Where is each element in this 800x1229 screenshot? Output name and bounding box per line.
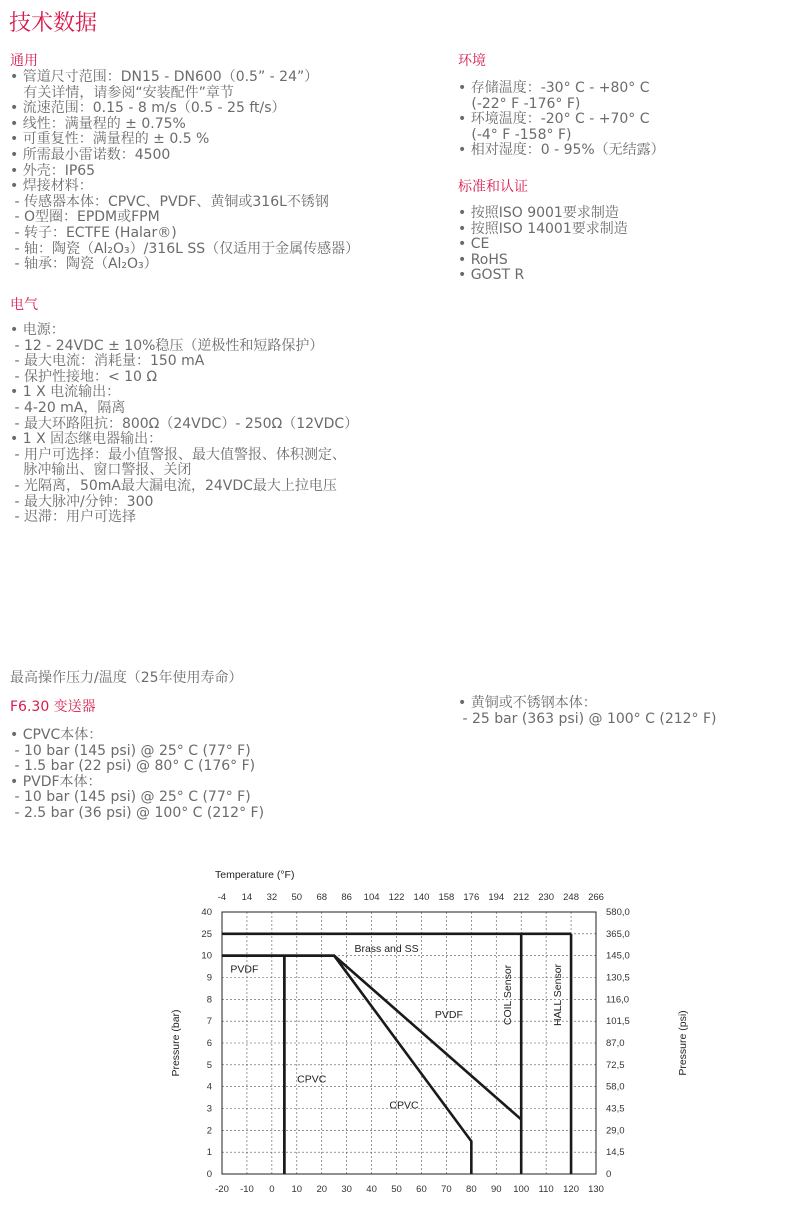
top-tick-label: 230 [538,892,555,903]
top-tick-label: 248 [563,892,579,903]
right-tick-label: 130,5 [606,972,630,984]
y-tick-label: 10 [201,950,212,962]
pressure-model: F6.30 变送器 [10,699,96,715]
hall-sensor-label: HALL Sensor [552,963,565,1026]
top-tick-label: 104 [363,892,380,903]
electrical-heading: 电气 [10,297,38,313]
environment-line: • 环境温度：-20° C - +70° C [458,111,650,128]
top-tick-label: 32 [266,892,278,903]
standards-heading: 标准和认证 [458,179,528,195]
coil-sensor-label: COIL Sensor [502,964,515,1026]
general-line: • 管道尺寸范围：DN15 - DN600（0.5” - 24”） [10,69,319,85]
top-tick-label: 158 [438,892,455,903]
electrical-line: - 用户可选择：最小值警报、最大值警报、体积测定、 [10,446,346,463]
electrical-list [10,323,358,526]
general-line: • 线性：满量程的 ± 0.75% [10,115,186,132]
x-tick-label: 100 [513,1184,530,1195]
y-tick-label: 40 [201,907,212,918]
top-tick-label: 140 [413,892,430,903]
pressure-right-list [458,696,717,727]
x-tick-label: 110 [538,1184,554,1195]
pvdf-line-label: PVDF [434,1008,463,1021]
x-tick-label: 130 [588,1184,604,1195]
right-tick-label: 58,0 [606,1081,625,1093]
y-tick-label: 4 [206,1081,212,1093]
top-tick-label: 122 [388,892,405,903]
top-tick-label: 14 [241,892,253,903]
general-line: 有关详情，请参阅“安装配件”章节 [10,84,234,101]
x-tick-label: 50 [391,1184,402,1195]
general-line: • 外壳：IP65 [10,162,96,179]
right-tick-label: 365,0 [606,928,630,940]
x-tick-label: 120 [563,1184,579,1195]
general-line: • 流速范围：0.15 - 8 m/s（0.5 - 25 ft/s） [10,100,286,117]
environment-list [458,81,665,159]
top-tick-label: 50 [291,892,303,903]
top-tick-label: 266 [588,892,604,903]
standards-list [458,206,628,284]
y-tick-label: 3 [206,1103,212,1115]
right-tick-label: 87,0 [606,1038,625,1049]
general-line: - 转子：ECTFE (Halar®) [10,224,177,241]
environment-line: • 相对湿度：0 - 95%（无结露） [458,142,665,159]
top-tick-label: 86 [341,892,352,903]
y-tick-label: 7 [206,1016,212,1028]
right-tick-label: 0 [606,1169,612,1180]
x-tick-label: 60 [416,1184,427,1195]
right-tick-label: 29,0 [606,1125,625,1137]
y-tick-label: 8 [206,994,212,1006]
top-tick-label: -4 [217,892,227,903]
environment-line: (-22° F -176° F) [458,95,581,112]
general-line: • 焊接材料： [10,178,93,195]
pressure-line: - 10 bar (145 psi) @ 25° C (77° F) [10,789,251,806]
top-tick-label: 194 [488,892,505,903]
general-line: • 可重复性：满量程的 ± 0.5 % [10,131,210,148]
x-tick-label: 0 [269,1184,275,1195]
x-tick-label: -20 [215,1184,229,1195]
y-tick-label: 0 [206,1169,212,1180]
pressure-temperature-chart [160,862,720,1202]
electrical-line: - 最大脉冲/分钟：300 [10,493,154,510]
pressure-line: - 10 bar (145 psi) @ 25° C (77° F) [10,742,251,759]
electrical-line: - 最大电流：消耗量：150 mA [10,353,205,370]
pressure-left-list [10,728,264,822]
x-tick-label: -10 [240,1184,254,1195]
standards-line: • GOST R [458,267,525,284]
general-list [10,70,359,273]
environment-heading: 环境 [458,53,486,69]
pressure-line: • CPVC本体： [10,727,103,743]
pressure-line: • 黄铜或不锈钢本体： [458,695,597,711]
pvdf-region-label: PVDF [230,963,259,976]
y-tick-label: 5 [206,1059,212,1071]
left-axis-title: Pressure (bar) [170,1009,182,1077]
general-line: - O型圈：EPDM或FPM [10,209,160,226]
cpvc-region-label: CPVC [297,1073,327,1086]
electrical-line: - 保护性接地：< 10 Ω [10,368,158,385]
top-tick-label: 212 [513,892,530,903]
right-tick-label: 145,0 [606,950,630,962]
environment-line: (-4° F -158° F) [458,126,572,143]
standards-line: • 按照ISO 14001要求制造 [458,220,628,237]
y-tick-label: 9 [206,972,212,984]
pressure-line: - 2.5 bar (36 psi) @ 100° C (212° F) [10,804,265,821]
x-tick-label: 10 [291,1184,303,1195]
pressure-line: • PVDF本体： [10,773,102,790]
electrical-line: • 1 X 电流输出： [10,384,121,401]
top-axis-title: Temperature (°F) [215,869,295,881]
pressure-line: - 25 bar (363 psi) @ 100° C (212° F) [458,710,717,727]
pressure-line: - 1.5 bar (22 psi) @ 80° C (176° F) [10,758,256,775]
right-tick-label: 14,5 [606,1147,625,1159]
chart-svg [160,862,720,1202]
top-tick-label: 68 [316,892,328,903]
y-tick-label: 1 [206,1147,212,1159]
electrical-line: • 1 X 固态继电器输出： [10,431,163,448]
right-tick-label: 101,5 [606,1016,630,1028]
x-tick-label: 30 [341,1184,352,1195]
general-line: • 所需最小雷诺数：4500 [10,146,171,163]
page-title: 技术数据 [9,11,98,36]
x-tick-label: 20 [316,1184,328,1195]
electrical-line: • 电源： [10,322,65,338]
x-tick-label: 70 [441,1184,452,1195]
general-line: - 轴：陶瓷（Al₂O₃）/316L SS（仅适用于金属传感器） [10,240,360,257]
general-line: - 轴承：陶瓷（Al₂O₃） [10,256,158,273]
electrical-line: - 迟滞：用户可选择 [10,509,136,526]
environment-line: • 存储温度：-30° C - +80° C [458,80,650,96]
pressure-caption: 最高操作压力/温度（25年使用寿命） [10,670,243,686]
brass-ss-label: Brass and SS [354,942,419,955]
top-tick-label: 176 [463,892,480,903]
right-tick-label: 580,0 [606,907,630,918]
x-tick-label: 90 [490,1184,502,1195]
right-tick-label: 72,5 [606,1059,625,1071]
cpvc-line-label: CPVC [389,1099,419,1112]
general-line: - 传感器本体：CPVC、PVDF、黄铜或316L不锈钢 [10,193,329,210]
electrical-line: - 12 - 24VDC ± 10%稳压（逆极性和短路保护） [10,337,324,354]
right-tick-label: 116,0 [606,994,630,1006]
standards-line: • 按照ISO 9001要求制造 [458,205,619,221]
electrical-line: 脉冲输出、窗口警报、关闭 [10,462,192,479]
y-tick-label: 6 [206,1038,212,1049]
y-tick-label: 25 [201,928,212,940]
x-tick-label: 40 [366,1184,377,1195]
x-tick-label: 80 [466,1184,477,1195]
general-heading: 通用 [10,53,38,69]
electrical-line: - 光隔离，50mA最大漏电流，24VDC最大上拉电压 [10,477,337,494]
y-tick-label: 2 [206,1125,212,1137]
electrical-line: - 最大环路阻抗：800Ω（24VDC）- 250Ω（12VDC） [10,415,359,432]
right-tick-label: 43,5 [606,1103,625,1115]
standards-line: • CE [458,236,490,253]
right-axis-title: Pressure (psi) [677,1010,689,1076]
standards-line: • RoHS [458,251,508,268]
electrical-line: - 4-20 mA，隔离 [10,399,126,416]
